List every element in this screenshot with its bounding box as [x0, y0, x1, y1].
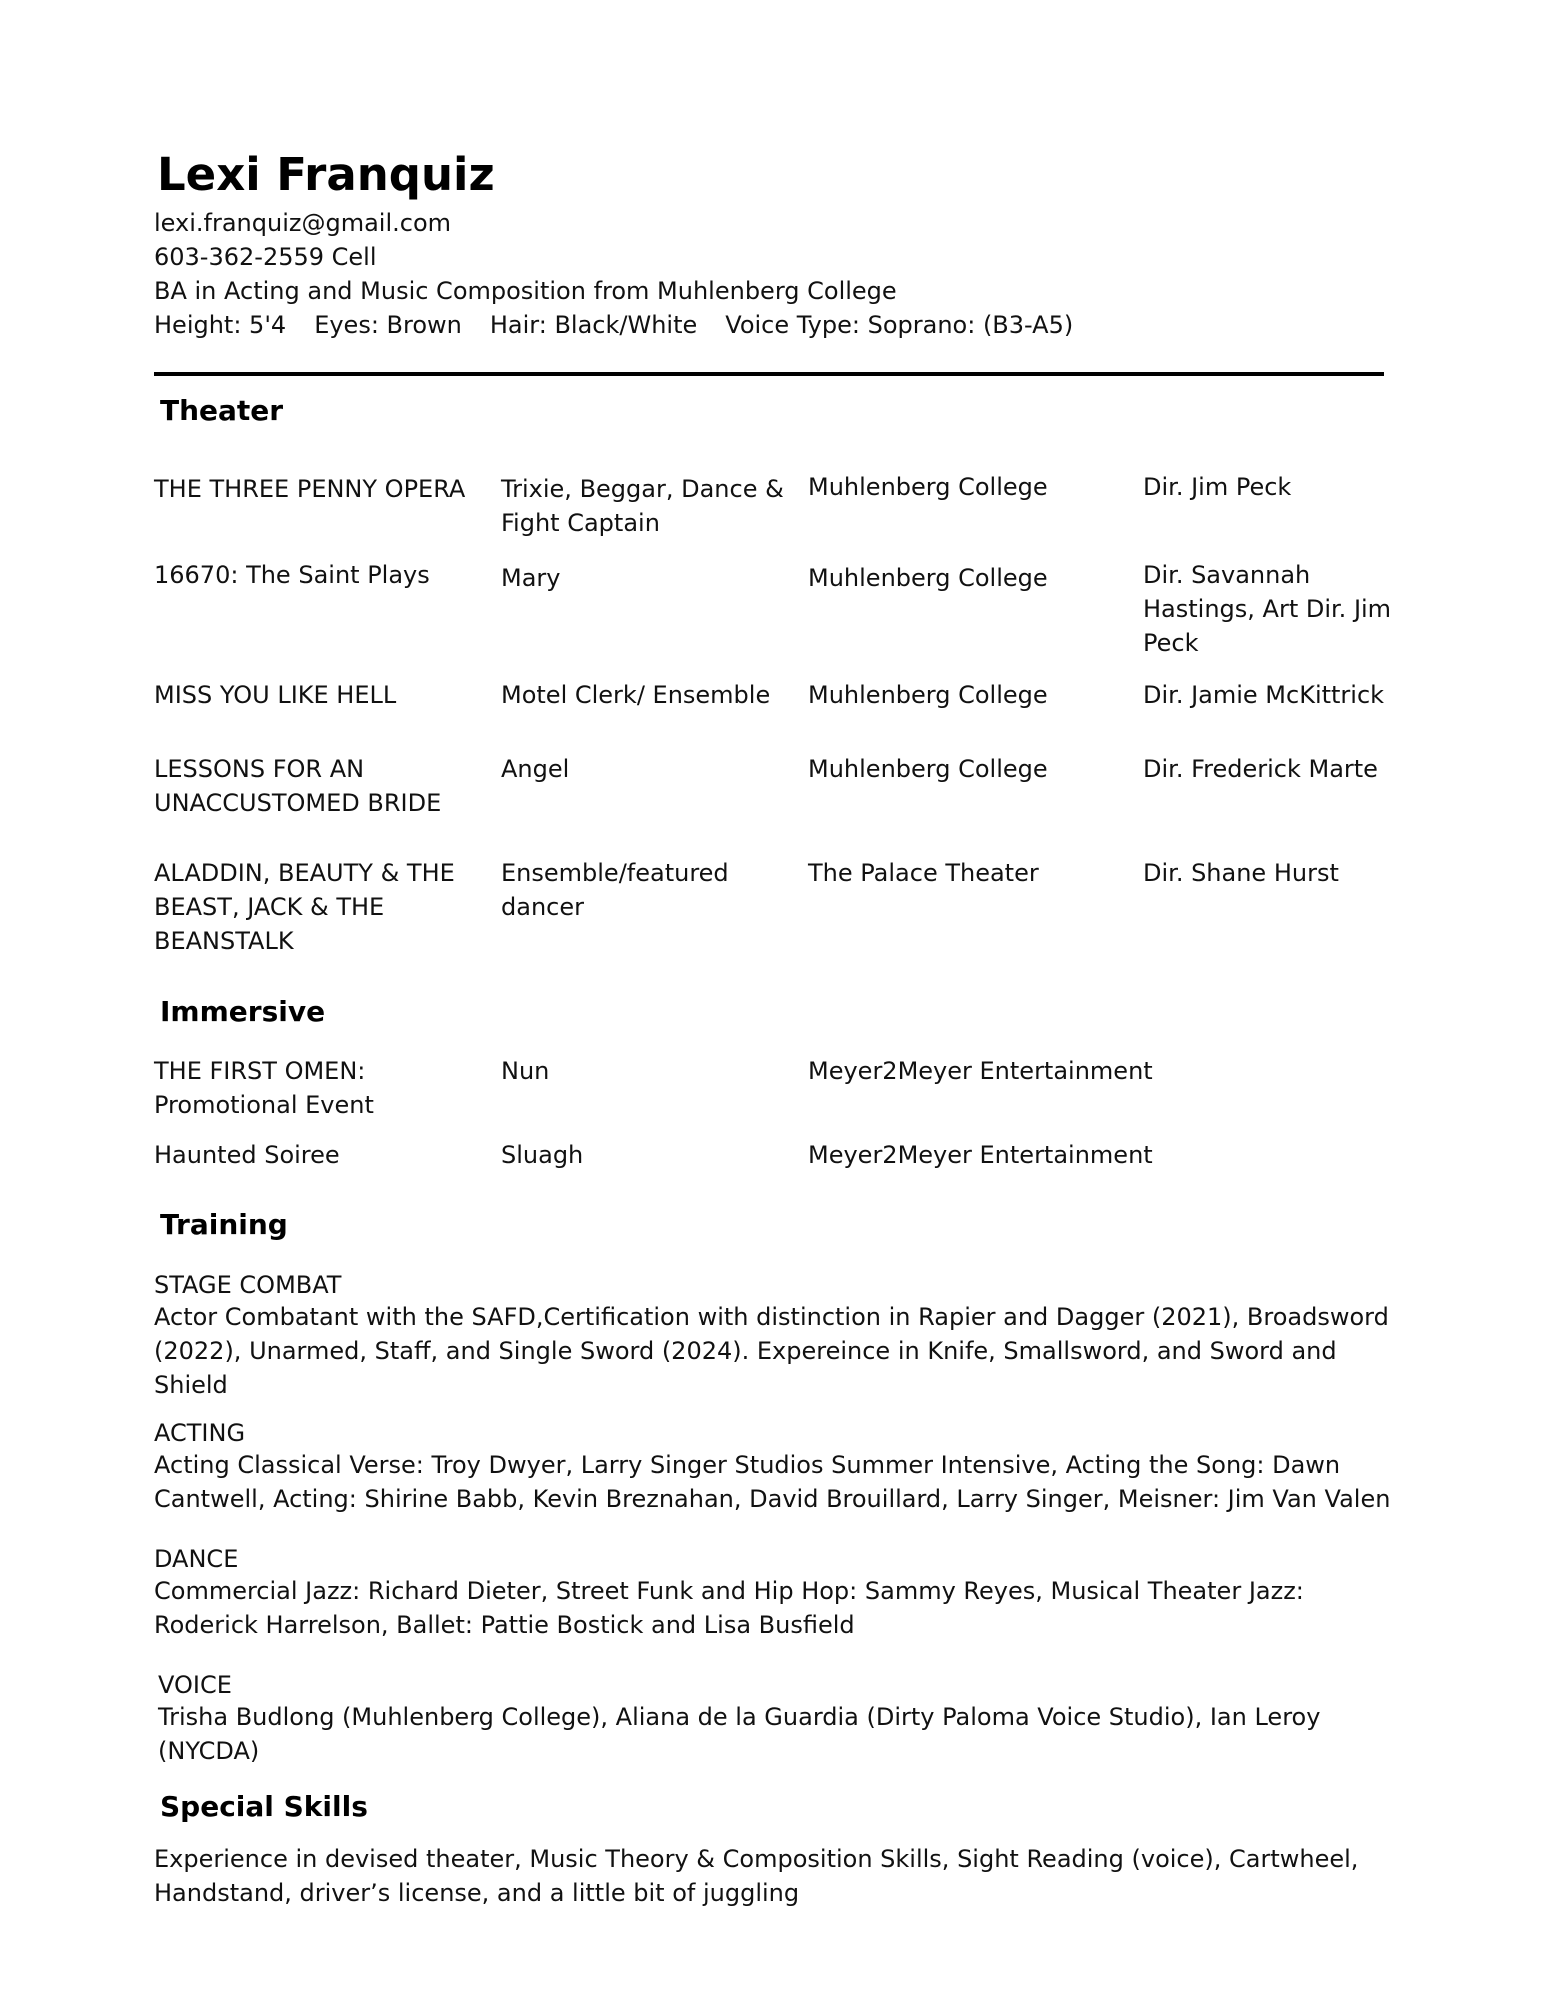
immersive-company: Meyer2Meyer Entertainment	[808, 1057, 1153, 1085]
theater-director: Dir. Shane Hurst	[1143, 859, 1339, 887]
theater-venue: The Palace Theater	[808, 859, 1039, 887]
training-category-stage-combat: STAGE COMBAT	[154, 1271, 342, 1299]
training-category-acting: ACTING	[154, 1419, 246, 1447]
theater-show: THE THREE PENNY OPERA	[154, 475, 466, 503]
theater-director: Dir. Frederick Marte	[1143, 755, 1378, 783]
contact-block	[154, 206, 1073, 342]
height: Height: 5'4	[154, 311, 287, 339]
theater-director: Dir. Jamie McKittrick	[1143, 681, 1385, 709]
training-text-voice: Trisha Budlong (Muhlenberg College), Aliana de la Guardia (Dirty Paloma Voice Studio), Ian Leroy (NYCDA)	[158, 1703, 1321, 1765]
education: BA in Acting and Music Composition from Muhlenberg College	[154, 277, 897, 305]
training-category-voice: VOICE	[158, 1671, 232, 1699]
immersive-heading: Immersive	[160, 995, 326, 1028]
theater-show: ALADDIN, BEAUTY & THE BEAST, JACK & THE BEANSTALK	[154, 859, 455, 955]
header-divider	[154, 372, 1384, 376]
theater-role: Motel Clerk/ Ensemble	[501, 681, 771, 709]
theater-role: Trixie, Beggar, Dance & Fight Captain	[501, 475, 784, 537]
hair: Hair: Black/White	[489, 311, 698, 339]
training-text-dance: Commercial Jazz: Richard Dieter, Street Funk and Hip Hop: Sammy Reyes, Musical Theater Jazz: Roderick Harrelson, Ballet: Pattie Bostick and Lisa Busfield	[154, 1577, 1304, 1639]
theater-venue: Muhlenberg College	[808, 755, 1048, 783]
theater-venue: Muhlenberg College	[808, 564, 1048, 592]
immersive-show: THE FIRST OMEN: Promotional Event	[154, 1057, 374, 1119]
theater-show: 16670: The Saint Plays	[154, 561, 430, 589]
email: lexi.franquiz@gmail.com	[154, 209, 451, 237]
immersive-role: Sluagh	[501, 1141, 584, 1169]
immersive-show: Haunted Soiree	[154, 1141, 340, 1169]
resume-name: Lexi Franquiz	[157, 148, 495, 201]
immersive-company: Meyer2Meyer Entertainment	[808, 1141, 1153, 1169]
special-skills-heading: Special Skills	[160, 1790, 368, 1823]
theater-role: Mary	[501, 564, 561, 592]
special-skills-text: Experience in devised theater, Music Theory & Composition Skills, Sight Reading (voice), Cartwheel, Handstand, driver’s license, and a little bit of juggling	[154, 1845, 1359, 1907]
immersive-role: Nun	[501, 1057, 550, 1085]
theater-role: Ensemble/featured dancer	[501, 859, 729, 921]
training-category-dance: DANCE	[154, 1545, 239, 1573]
theater-director: Dir. Savannah Hastings, Art Dir. Jim Peck	[1143, 561, 1392, 657]
theater-show: LESSONS FOR AN UNACCUSTOMED BRIDE	[154, 755, 442, 817]
theater-venue: Muhlenberg College	[808, 681, 1048, 709]
eyes: Eyes: Brown	[314, 311, 462, 339]
theater-heading: Theater	[160, 394, 284, 427]
training-heading: Training	[160, 1208, 288, 1241]
theater-director: Dir. Jim Peck	[1143, 473, 1292, 501]
theater-role: Angel	[501, 755, 570, 783]
training-text-acting: Acting Classical Verse: Troy Dwyer, Larry Singer Studios Summer Intensive, Acting the Song: Dawn Cantwell, Acting: Shirine Babb, Kevin Breznahan, David Brouillard, Larry Singer, Meisner: Jim Van Valen	[154, 1451, 1391, 1513]
voice-type: Voice Type: Soprano: (B3-A5)	[725, 311, 1074, 339]
theater-show: MISS YOU LIKE HELL	[154, 681, 397, 709]
theater-venue: Muhlenberg College	[808, 473, 1048, 501]
phone: 603-362-2559 Cell	[154, 243, 377, 271]
physical-stats	[154, 308, 1073, 342]
training-text-stage-combat: Actor Combatant with the SAFD,Certification with distinction in Rapier and Dagger (2021), Broadsword (2022), Unarmed, Staff, and Single Sword (2024). Expereince in Knife, Smallsword, and Sword and Shield	[154, 1303, 1389, 1399]
